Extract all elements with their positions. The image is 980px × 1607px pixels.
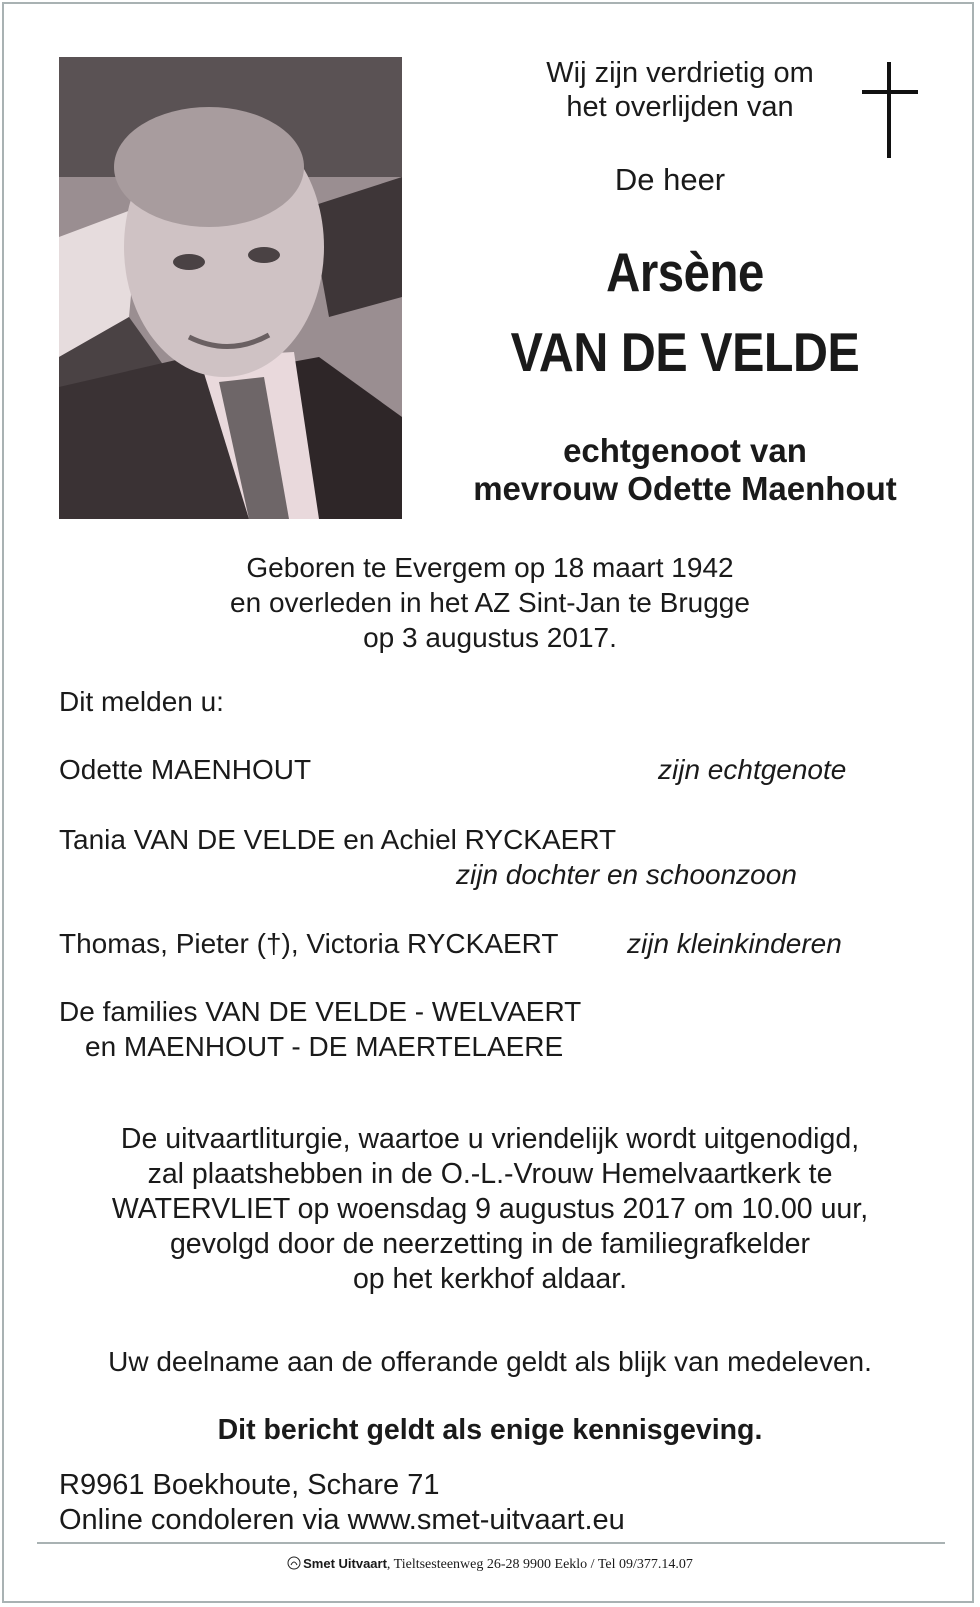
- title-text: De heer: [614, 162, 726, 197]
- spouse-text: echtgenoot van mevrouw Odette Maenhout: [473, 432, 897, 507]
- deceased-first-name: Arsène: [606, 241, 764, 303]
- intro-text: Wij zijn verdrietig om het overlijden van: [546, 57, 814, 123]
- mourner-name: Tania VAN DE VELDE en Achiel RYCKAERT: [59, 824, 617, 855]
- address-block: R9961 Boekhoute, Schare 71 Online condoleren via www.smet-uitvaart.eu: [59, 1469, 625, 1536]
- mourner-name: en MAENHOUT - DE MAERTELAERE: [85, 1031, 564, 1062]
- footer-brand: Smet Uitvaart: [303, 1556, 387, 1571]
- funeral-logo-icon: [287, 1556, 301, 1570]
- deceased-last-name: VAN DE VELDE: [510, 321, 860, 383]
- announce-text: Dit melden u:: [59, 686, 224, 717]
- mourner-name: De families VAN DE VELDE - WELVAERT: [59, 996, 582, 1027]
- divider: [37, 1542, 945, 1544]
- born-died-text: Geboren te Evergem op 18 maart 1942 en overleden in het AZ Sint-Jan te Brugge op 3 augustus 2017.: [230, 552, 750, 653]
- mourner-relation: zijn echtgenote: [658, 754, 847, 785]
- ceremony-text: De uitvaartliturgie, waartoe u vriendelijk wordt uitgenodigd, zal plaatshebben in de O.-L.-Vrouw Hemelvaartkerk te WATERVLIET op woensdag 9 augustus 2017 om 10.00 uur, gevolgd door de neerzetting in de familiegrafkelder op het kerkhof aldaar.: [111, 1123, 869, 1295]
- mourner-name: Odette MAENHOUT: [59, 754, 312, 785]
- mourner-relation: zijn dochter en schoonzoon: [456, 859, 797, 890]
- mourner-relation: zijn kleinkinderen: [627, 928, 842, 959]
- footer-details: , Tieltsesteenweg 26-28 9900 Eeklo / Tel 09/377.14.07: [386, 1557, 693, 1572]
- footer: [0, 1556, 980, 1573]
- portrait-photo: [59, 57, 402, 519]
- offering-text: Uw deelname aan de offerande geldt als blijk van medeleven.: [108, 1346, 872, 1377]
- mourner-name: Thomas, Pieter (†), Victoria RYCKAERT: [59, 928, 559, 959]
- notice-text: Dit bericht geldt als enige kennisgeving.: [217, 1414, 763, 1446]
